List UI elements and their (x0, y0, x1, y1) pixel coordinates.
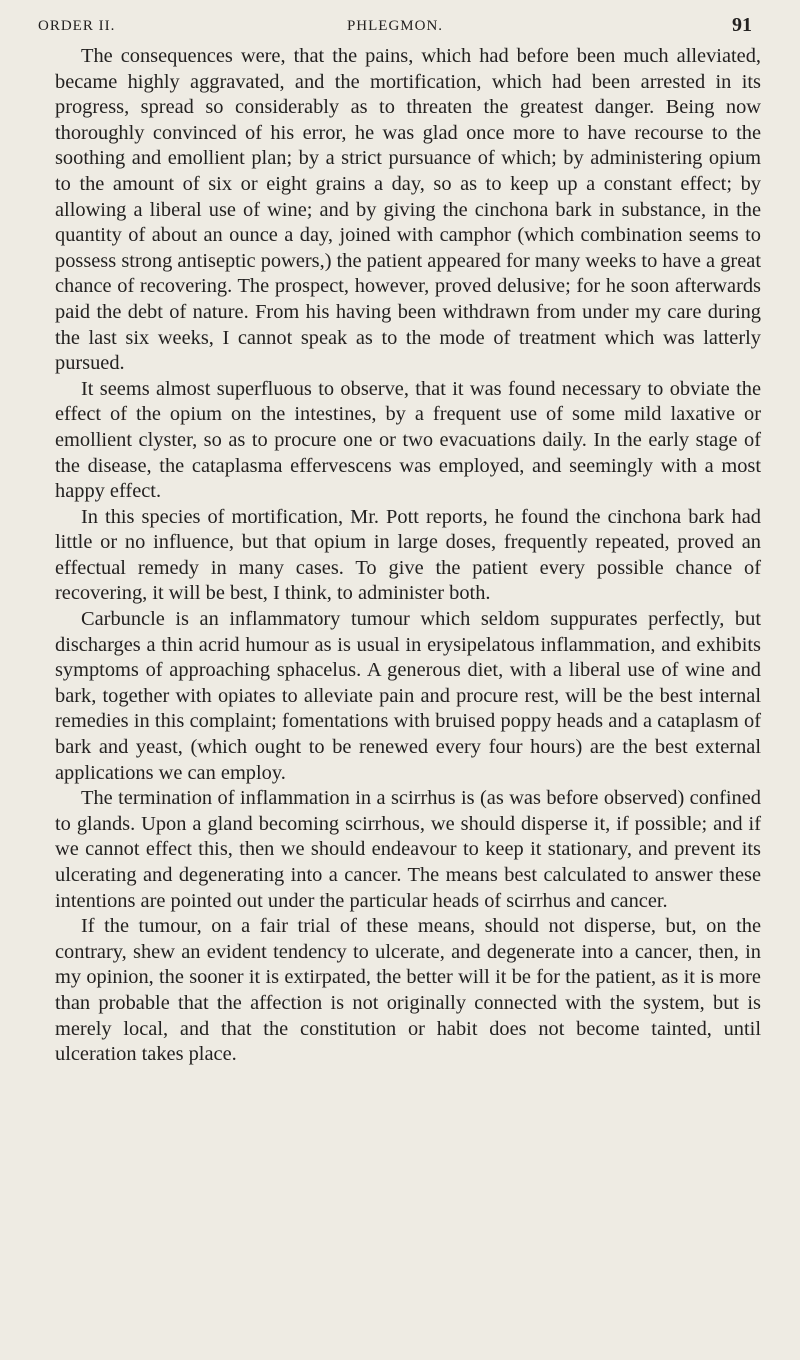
paragraph: The consequences were, that the pains, which had before been much alleviated, became highly aggravated, and the mortification, which had been arrested in its progress, spread so considerably as to threaten the greatest danger. Being now thoroughly convinced of his error, he was glad once more to have recourse to the soothing and emollient plan; by a strict pursuance of which; by administering opium to the amount of six or eight grains a day, so as to keep up a constant effect; by allowing a liberal use of wine; and by giving the cinchona bark in substance, in the quantity of about an ounce a day, joined with camphor (which combination seems to possess strong antiseptic powers,) the patient appeared for many weeks to have a great chance of recovering. The prospect, however, proved delusive; for he soon afterwards paid the debt of nature. From his having been withdrawn from under my care during the last six weeks, I cannot speak as to the mode of treatment which was latterly pursued. (55, 45, 761, 375)
running-head-title: PHLEGMON. (346, 18, 444, 34)
running-head-left: ORDER II. (38, 18, 116, 34)
running-head (38, 12, 752, 40)
paragraph: The termination of inflammation in a scirrhus is (as was before observed) confined to glands. Upon a gland becoming scirrhous, we should disperse it, if possible; and if we cannot effect this, then we should endeavour to keep it stationary, and prevent its ulcerating and degenerating into a cancer. The means best calculated to answer these intentions are pointed out under the particular heads of scirrhus and cancer. (55, 787, 761, 912)
paragraph: If the tumour, on a fair trial of these means, should not disperse, but, on the contrary, shew an evident tendency to ulcerate, and degenerate into a cancer, then, in my opinion, the sooner it is extirpated, the better will it be for the patient, as it is more than probable that the affection is not originally connected with the system, but is merely local, and that the constitution or habit does not become tainted, until ulceration takes place. (55, 915, 761, 1066)
paragraph: Carbuncle is an inflammatory tumour which seldom suppurates perfectly, but discharges a thin acrid humour as is usual in erysipelatous inflammation, and exhibits symptoms of approaching sphacelus. A generous diet, with a liberal use of wine and bark, together with opiates to alleviate pain and procure rest, will be the best internal remedies in this complaint; fomentations with bruised poppy heads and a cataplasm of bark and yeast, (which ought to be renewed every four hours) are the best external applications we can employ. (55, 608, 761, 784)
paragraph: It seems almost superfluous to observe, that it was found necessary to obviate the effect of the opium on the intestines, by a frequent use of some mild laxative or emollient clyster, so as to procure one or two evacuations daily. In the early stage of the disease, the cataplasma effervescens was employed, and seemingly with a most happy effect. (55, 377, 761, 503)
page-number: 91 (732, 14, 752, 36)
paragraph: In this species of mortification, Mr. Pott reports, he found the cinchona bark had little or no influence, but that opium in large doses, frequently repeated, proved an effectual remedy in many cases. To give the patient every possible chance of recovering, it will be best, I think, to administer both. (55, 505, 761, 605)
body-text (55, 44, 761, 1068)
